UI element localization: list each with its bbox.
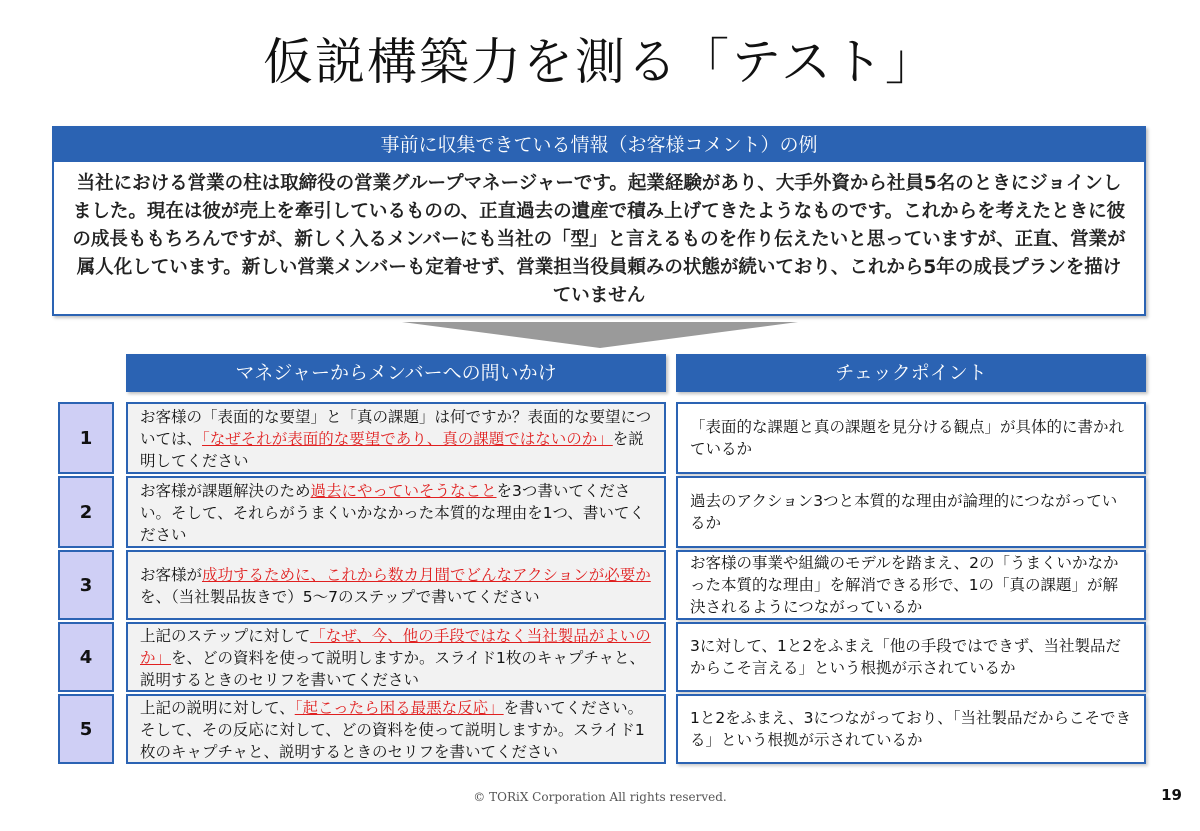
question-text: お客様の「表面的な要望」と「真の課題」は何ですか？表面的な要望については、 [140,408,652,448]
page-number: 19 [1161,786,1182,804]
copyright-footer: © TORiX Corporation All rights reserved. [473,790,727,804]
question-cell [126,476,666,548]
customer-info-box [52,126,1146,316]
question-highlight: 「なぜ、今、他の手段ではなく当社製品がよいのか」 [140,627,651,667]
checkpoint-cell: 3に対して、1と2をふまえ「他の手段ではできず、当社製品だからこそ言える」という根拠が示されているか [676,622,1146,692]
question-text: 上記の説明に対して、 [140,699,295,717]
question-cell [126,622,666,692]
customer-info-text: 当社における営業の柱は取締役の営業グループマネージャーです。起業経験があり、大手外資から社員5名のときにジョインしました。現在は彼が売上を牽引しているものの、正直過去の遺産で積み上げてきたようなものです。これからを考えたときに彼の成長ももちろんですが、新しく入るメンバーにも当社の「型」と言えるものを作り伝えたいと思っていますが、正直、営業が属人化しています。新しい営業メンバーも定着せず、営業担当役員頼みの状態が続いており、これから5年の成長プランを描けていません [72,173,1126,306]
row-number: 4 [58,622,114,692]
question-text: お客様が [140,566,203,584]
down-arrow-icon [402,322,798,348]
question-cell [126,402,666,474]
checkpoint-cell: 「表面的な課題と真の課題を見分ける観点」が具体的に書かれているか [676,402,1146,474]
question-highlight: 「なぜそれが表面的な要望であり、真の課題ではないのか」 [202,430,613,448]
question-text: 上記のステップに対して [140,627,311,645]
row-number: 5 [58,694,114,764]
question-highlight: 「起こったら困る最悪な反応」 [294,699,504,717]
question-text: を3つ書いてください。そして、それらがうまくいかなかった本質的な理由を1つ、書いてください [140,482,645,544]
row-number: 3 [58,550,114,620]
question-cell [126,694,666,764]
checkpoint-column-header: チェックポイント [676,354,1146,392]
question-text: を、どの資料を使って説明しますか。スライド1枚のキャプチャと、説明するときのセリフを書いてください [140,649,645,689]
question-column-header: マネジャーからメンバーへの問いかけ [126,354,666,392]
checkpoint-cell: 過去のアクション3つと本質的な理由が論理的につながっているか [676,476,1146,548]
question-text: を、（当社製品抜きで）5～7のステップで書いてください [140,588,540,606]
question-highlight: 成功するために、これから数カ月間でどんなアクションが必要か [202,566,651,584]
question-text: を説明してください [140,430,644,470]
question-cell [126,550,666,620]
row-number: 1 [58,402,114,474]
question-highlight: 過去にやっていそうなこと [310,482,497,500]
slide-title: 仮説構築力を測る「テスト」 [263,33,937,91]
checkpoint-cell: お客様の事業や組織のモデルを踏まえ、2の「うまくいかなかった本質的な理由」を解消できる形で、1の「真の課題」が解決されるようにつながっているか [676,550,1146,620]
customer-info-header: 事前に収集できている情報（お客様コメント）の例 [54,128,1144,162]
question-text: を書いてください。そして、その反応に対して、どの資料を使って説明しますか。スライド1枚のキャプチャと、説明するときのセリフを書いてください [140,699,645,761]
checkpoint-cell: 1と2をふまえ、3につながっており、「当社製品だからこそできる」という根拠が示されているか [676,694,1146,764]
question-text: お客様が課題解決のため [140,482,311,500]
row-number: 2 [58,476,114,548]
